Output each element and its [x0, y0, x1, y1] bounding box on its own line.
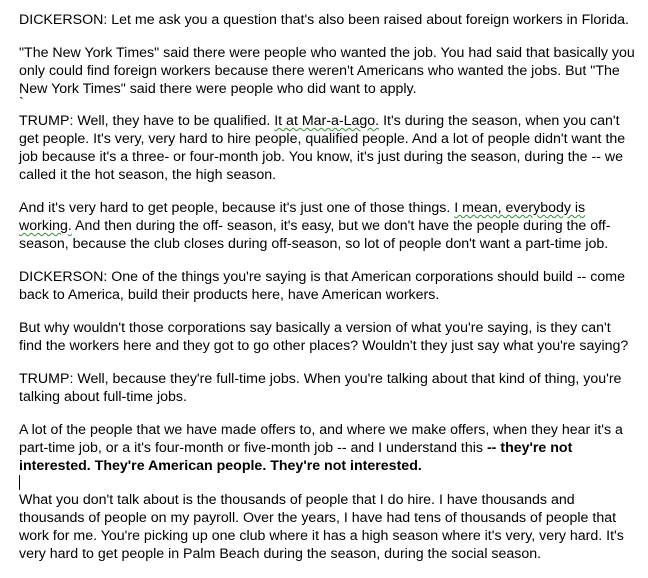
- paragraph-dickerson-question-1: DICKERSON: Let me ask you a question that's also been raised about foreign workers in Florida.: [19, 12, 629, 28]
- text-run: And then during the off- season, it's easy, but we don't have the people during the off-season, because the club closes during off-season, so lot of people don't want a part-time job.: [19, 218, 611, 252]
- stray-backtick: `: [19, 95, 24, 111]
- text-cursor-line[interactable]: [19, 473, 637, 491]
- text-run: And it's very hard to get people, because it's just one of those things.: [19, 200, 455, 216]
- paragraph-trump-answer-3: TRUMP: Well, because they're full-time jobs. When you're talking about that kind of thing, you're talking about full-time jobs.: [19, 371, 622, 405]
- grammar-flagged-text: It at Mar-a-Lago.: [274, 113, 380, 129]
- text-cursor: [19, 475, 20, 490]
- paragraph-dickerson-question-2: DICKERSON: One of the things you're saying is that American corporations should build -- come back to America, build their products here, have American workers.: [19, 269, 625, 303]
- paragraph-trump-answer-4: [19, 421, 637, 475]
- text-run: A lot of the people that we have made offers to, and where we make offers, when they hear it's a part-time job, or a it's four-month or five-month job -- and I understand this: [19, 422, 623, 456]
- paragraph-trump-answer-2: [19, 199, 637, 253]
- paragraph-dickerson-question-3: But why wouldn't those corporations say basically a version of what you're saying, is they can't find the workers here and they got to go other places? Wouldn't they just say what you're saying?: [19, 320, 629, 354]
- text-run: TRUMP: Well, they have to be qualified.: [19, 113, 275, 129]
- text-run: It's during the season, when you can't get people. It's very, very hard to hire people, qualified people. And a lot of people didn't want the job because it's a three- or four-month job. You know, it's just during the season, during the -- we called it the hot season, the high season.: [19, 113, 626, 183]
- bold-text: -- they're not interested. They're American people. They're not interested.: [19, 440, 573, 474]
- transcript-document[interactable]: [19, 11, 637, 578]
- grammar-flagged-text: I mean, everybody is working.: [19, 200, 586, 234]
- paragraph-trump-answer-1: [19, 112, 637, 184]
- paragraph-nyt-claim: "The New York Times" said there were people who wanted the job. You had said that basically you only could find foreign workers because there weren't Americans who wanted the jobs. But "The New York Times" said there were people who did want to apply.: [19, 45, 635, 97]
- paragraph-trump-answer-5: What you don't talk about is the thousands of people that I do hire. I have thousands and thousands of people on my payroll. Over the years, I have had tens of thousands of people that work for me. You're picking up one club where it has a high season where it's very, very hard. It's very hard to get people in Palm Beach during the season, during the social season.: [19, 492, 624, 562]
